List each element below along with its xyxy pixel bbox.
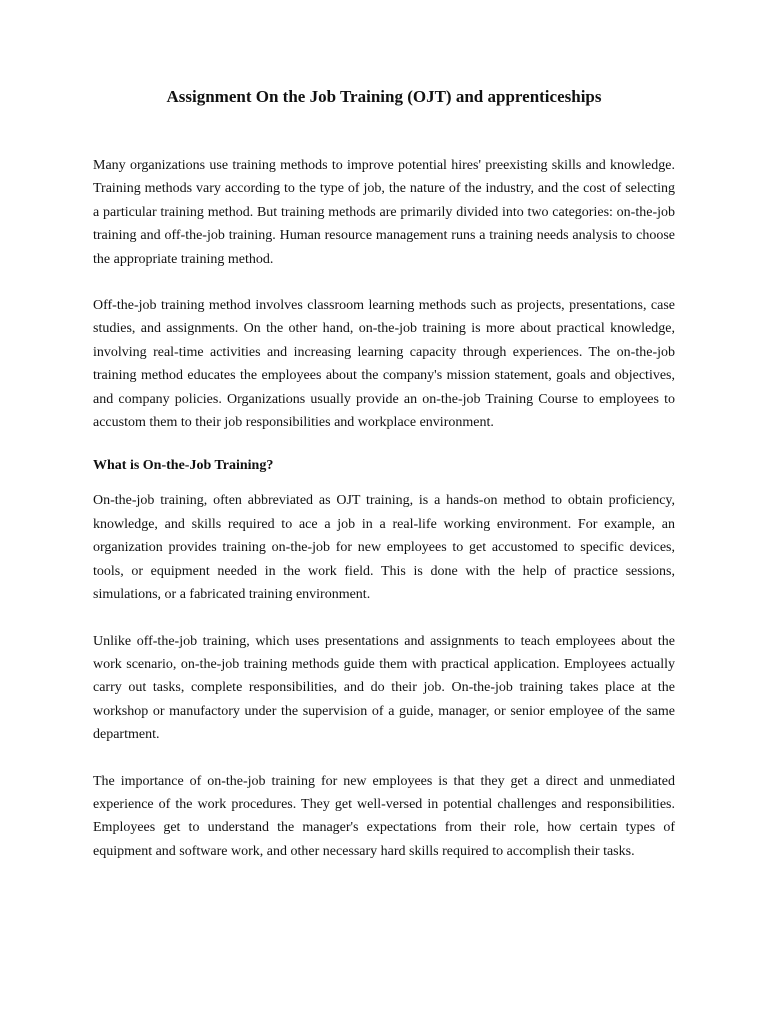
section-paragraph-2: Unlike off-the-job training, which uses presentations and assignments to teach employees about the work scenario, on-the-job training methods guide them with practical application. Employees actually carry out tasks, complete responsibilities, and do their job. On-the-job training takes place at the workshop or manufactory under the supervision of a guide, manager, or senior employee of the same department. bbox=[93, 633, 675, 743]
document-body bbox=[93, 154, 675, 886]
intro-paragraph-2: Off-the-job training method involves classroom learning methods such as projects, presentations, case studies, and assignments. On the other hand, on-the-job training is more about practical knowledge, involving real-time activities and increasing learning capacity through experiences. The on-the-job training method educates the employees about the company's mission statement, goals and objectives, and company policies. Organizations usually provide an on-the-job Training Course to employees to accustom them to their job responsibilities and workplace environment. bbox=[93, 298, 675, 431]
intro-paragraph-1: Many organizations use training methods to improve potential hires' preexisting skills and knowledge. Training methods vary according to the type of job, the nature of the industry, and the cost of selecting a particular training method. But training methods are primarily divided into two categories: on-the-job training and off-the-job training. Human resource management runs a training needs analysis to choose the appropriate training method. bbox=[93, 158, 675, 267]
document-title: Assignment On the Job Training (OJT) and apprenticeships bbox=[166, 87, 602, 106]
section-heading: What is On-the-Job Training? bbox=[93, 458, 274, 474]
section-paragraph-3: The importance of on-the-job training for new employees is that they get a direct and unmediated experience of the work procedures. They get well-versed in potential challenges and responsibilities. Employees get to understand the manager's expectations from their role, how certain types of equipment and software work, and other necessary hard skills required to accomplish their tasks. bbox=[93, 773, 675, 859]
section-paragraph-1: On-the-job training, often abbreviated as OJT training, is a hands-on method to obtain proficiency, knowledge, and skills required to ace a job in a real-life working environment. For example, an organization provides training on-the-job for new employees to get accustomed to specific devices, tools, or equipment needed in the work field. This is done with the help of practice sessions, simulations, or a fabricated training environment. bbox=[93, 493, 675, 603]
